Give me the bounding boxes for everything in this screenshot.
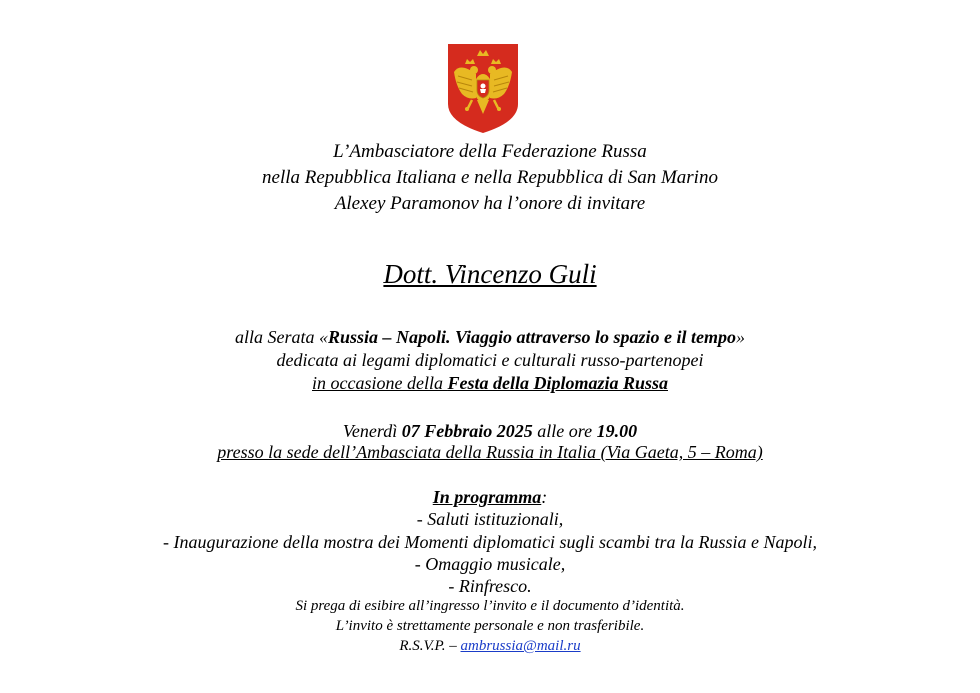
guest-name-row xyxy=(0,259,980,290)
occasion-prefix: in occasione della xyxy=(312,373,448,393)
occasion-underlined xyxy=(312,373,668,393)
event-time: 19.00 xyxy=(596,421,638,441)
programme-item: - Inaugurazione della mostra dei Momenti diplomatici sugli scambi tra la Russia e Napoli, xyxy=(163,532,817,552)
event-venue: presso la sede dell’Ambasciata della Russia in Italia (Via Gaeta, 5 – Roma) xyxy=(217,442,763,462)
event-date: 07 Febbraio 2025 xyxy=(401,421,533,441)
note-line: L’invito è strettamente personale e non trasferibile. xyxy=(335,618,645,634)
event-title-line xyxy=(0,327,980,348)
programme-item: - Saluti istituzionali, xyxy=(416,509,564,529)
rsvp-line xyxy=(0,638,980,655)
programme-colon: : xyxy=(541,487,548,507)
note-line: Si prega di esibire all’ingresso l’invito e il documento d’identità. xyxy=(295,598,685,614)
header-line-3: Alexey Paramonov ha l’onore di invitare xyxy=(334,193,646,214)
programme-item: - Rinfresco. xyxy=(448,576,532,596)
occasion-name: Festa della Diplomazia Russa xyxy=(447,373,668,393)
programme-item: - Omaggio musicale, xyxy=(414,554,566,574)
event-day: Venerdì xyxy=(342,421,402,441)
event-prefix: alla Serata « xyxy=(234,327,328,347)
header-line-1: L’Ambasciatore della Federazione Russa xyxy=(333,141,647,162)
programme-heading xyxy=(0,487,980,508)
programme-title: In programma xyxy=(432,487,542,507)
russian-coat-of-arms-icon xyxy=(446,42,520,134)
event-dedication: dedicata ai legami diplomatici e culturali russo-partenopei xyxy=(276,350,704,370)
rsvp-email-link[interactable]: ambrussia@mail.ru xyxy=(460,638,581,654)
event-title: Russia – Napoli. Viaggio attraverso lo spazio e il tempo xyxy=(327,327,737,347)
event-datetime-line xyxy=(0,421,980,442)
event-occasion-line xyxy=(0,373,980,394)
event-venue-line xyxy=(0,442,980,463)
event-suffix: » xyxy=(736,327,746,347)
event-at: alle ore xyxy=(532,421,597,441)
rsvp-label: R.S.V.P. – xyxy=(399,638,461,654)
guest-name: Dott. Vincenzo Guli xyxy=(383,259,597,289)
header-line-2: nella Repubblica Italiana e nella Repubblica di San Marino xyxy=(262,167,718,188)
